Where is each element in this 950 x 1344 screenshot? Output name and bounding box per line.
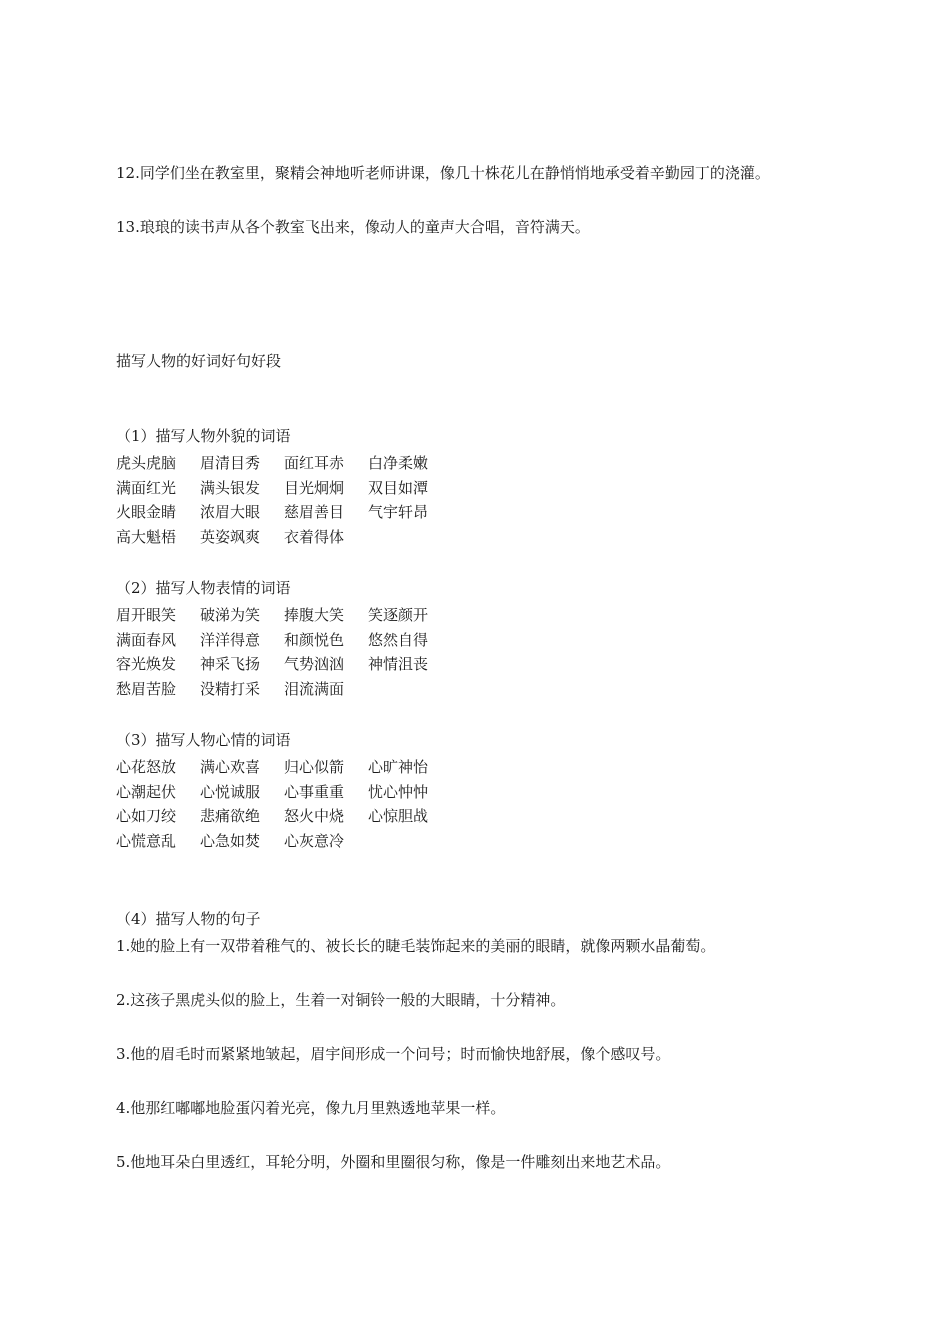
sentence-item: 1.她的脸上有一双带着稚气的、被长长的睫毛装饰起来的美丽的眼睛，就像两颗水晶葡萄。 — [116, 937, 716, 955]
word: 心悦诚服 — [200, 783, 261, 801]
sentence-item: 3.他的眉毛时而紧紧地皱起，眉宇间形成一个问号；时而愉快地舒展，像个感叹号。 — [116, 1045, 671, 1063]
word: 破涕为笑 — [200, 606, 261, 624]
word: 心急如焚 — [200, 832, 261, 850]
word: 容光焕发 — [116, 655, 177, 673]
word: 泪流满面 — [284, 680, 345, 698]
word: 没精打采 — [200, 680, 261, 698]
word: 心旷神怡 — [368, 758, 429, 776]
word: 忧心忡忡 — [368, 783, 429, 801]
word: 满头银发 — [200, 479, 261, 497]
word: 心如刀绞 — [116, 807, 177, 825]
word: 悠然自得 — [368, 631, 429, 649]
sentence-13: 13.琅琅的读书声从各个教室飞出来，像动人的童声大合唱，音符满天。 — [116, 218, 590, 236]
word: 心灰意冷 — [284, 832, 345, 850]
group-heading-mood: （3）描写人物心情的词语 — [116, 731, 291, 749]
group-heading-expression: （2）描写人物表情的词语 — [116, 579, 291, 597]
word: 目光炯炯 — [284, 479, 345, 497]
word: 捧腹大笑 — [284, 606, 345, 624]
word: 心慌意乱 — [116, 832, 177, 850]
word: 眉开眼笑 — [116, 606, 177, 624]
word: 怒火中烧 — [284, 807, 345, 825]
word: 心花怒放 — [116, 758, 177, 776]
word: 神采飞扬 — [200, 655, 261, 673]
word: 浓眉大眼 — [200, 503, 261, 521]
word: 悲痛欲绝 — [200, 807, 261, 825]
word: 和颜悦色 — [284, 631, 345, 649]
word-row — [116, 453, 452, 473]
word: 衣着得体 — [284, 528, 345, 546]
word-row — [116, 679, 368, 699]
sentence-item: 2.这孩子黑虎头似的脸上，生着一对铜铃一般的大眼睛，十分精神。 — [116, 991, 566, 1009]
word: 英姿飒爽 — [200, 528, 261, 546]
word: 洋洋得意 — [200, 631, 261, 649]
word: 笑逐颜开 — [368, 606, 429, 624]
section-title: 描写人物的好词好句好段 — [116, 352, 282, 370]
word: 白净柔嫩 — [368, 454, 429, 472]
word: 虎头虎脑 — [116, 454, 177, 472]
word: 慈眉善目 — [284, 503, 345, 521]
word: 眉清目秀 — [200, 454, 261, 472]
word: 满心欢喜 — [200, 758, 261, 776]
group-heading-appearance: （1）描写人物外貌的词语 — [116, 427, 291, 445]
word: 面红耳赤 — [284, 454, 345, 472]
word: 满面春风 — [116, 631, 177, 649]
sentence-item: 5.他地耳朵白里透红，耳轮分明，外圈和里圈很匀称，像是一件雕刻出来地艺术品。 — [116, 1153, 671, 1171]
word-row — [116, 478, 452, 498]
word-row — [116, 527, 368, 547]
word: 高大魁梧 — [116, 528, 177, 546]
word: 心事重重 — [284, 783, 345, 801]
word-row — [116, 831, 368, 851]
sentence-item: 4.他那红嘟嘟地脸蛋闪着光亮，像九月里熟透地苹果一样。 — [116, 1099, 506, 1117]
sentence-12: 12.同学们坐在教室里，聚精会神地听老师讲课，像几十株花儿在静悄悄地承受着辛勤园丁的浇灌。 — [116, 164, 770, 182]
word-row — [116, 806, 452, 826]
word-row — [116, 630, 452, 650]
word: 气势汹汹 — [284, 655, 345, 673]
word: 心惊胆战 — [368, 807, 429, 825]
word-row — [116, 654, 452, 674]
word-row — [116, 782, 452, 802]
word-row — [116, 757, 452, 777]
word: 满面红光 — [116, 479, 177, 497]
word: 双目如潭 — [368, 479, 429, 497]
word: 归心似箭 — [284, 758, 345, 776]
word-row — [116, 502, 452, 522]
word: 心潮起伏 — [116, 783, 177, 801]
word: 神情沮丧 — [368, 655, 429, 673]
word-row — [116, 605, 452, 625]
word: 火眼金睛 — [116, 503, 177, 521]
word: 愁眉苦脸 — [116, 680, 177, 698]
word: 气宇轩昂 — [368, 503, 429, 521]
sentences-heading: （4）描写人物的句子 — [116, 910, 261, 928]
